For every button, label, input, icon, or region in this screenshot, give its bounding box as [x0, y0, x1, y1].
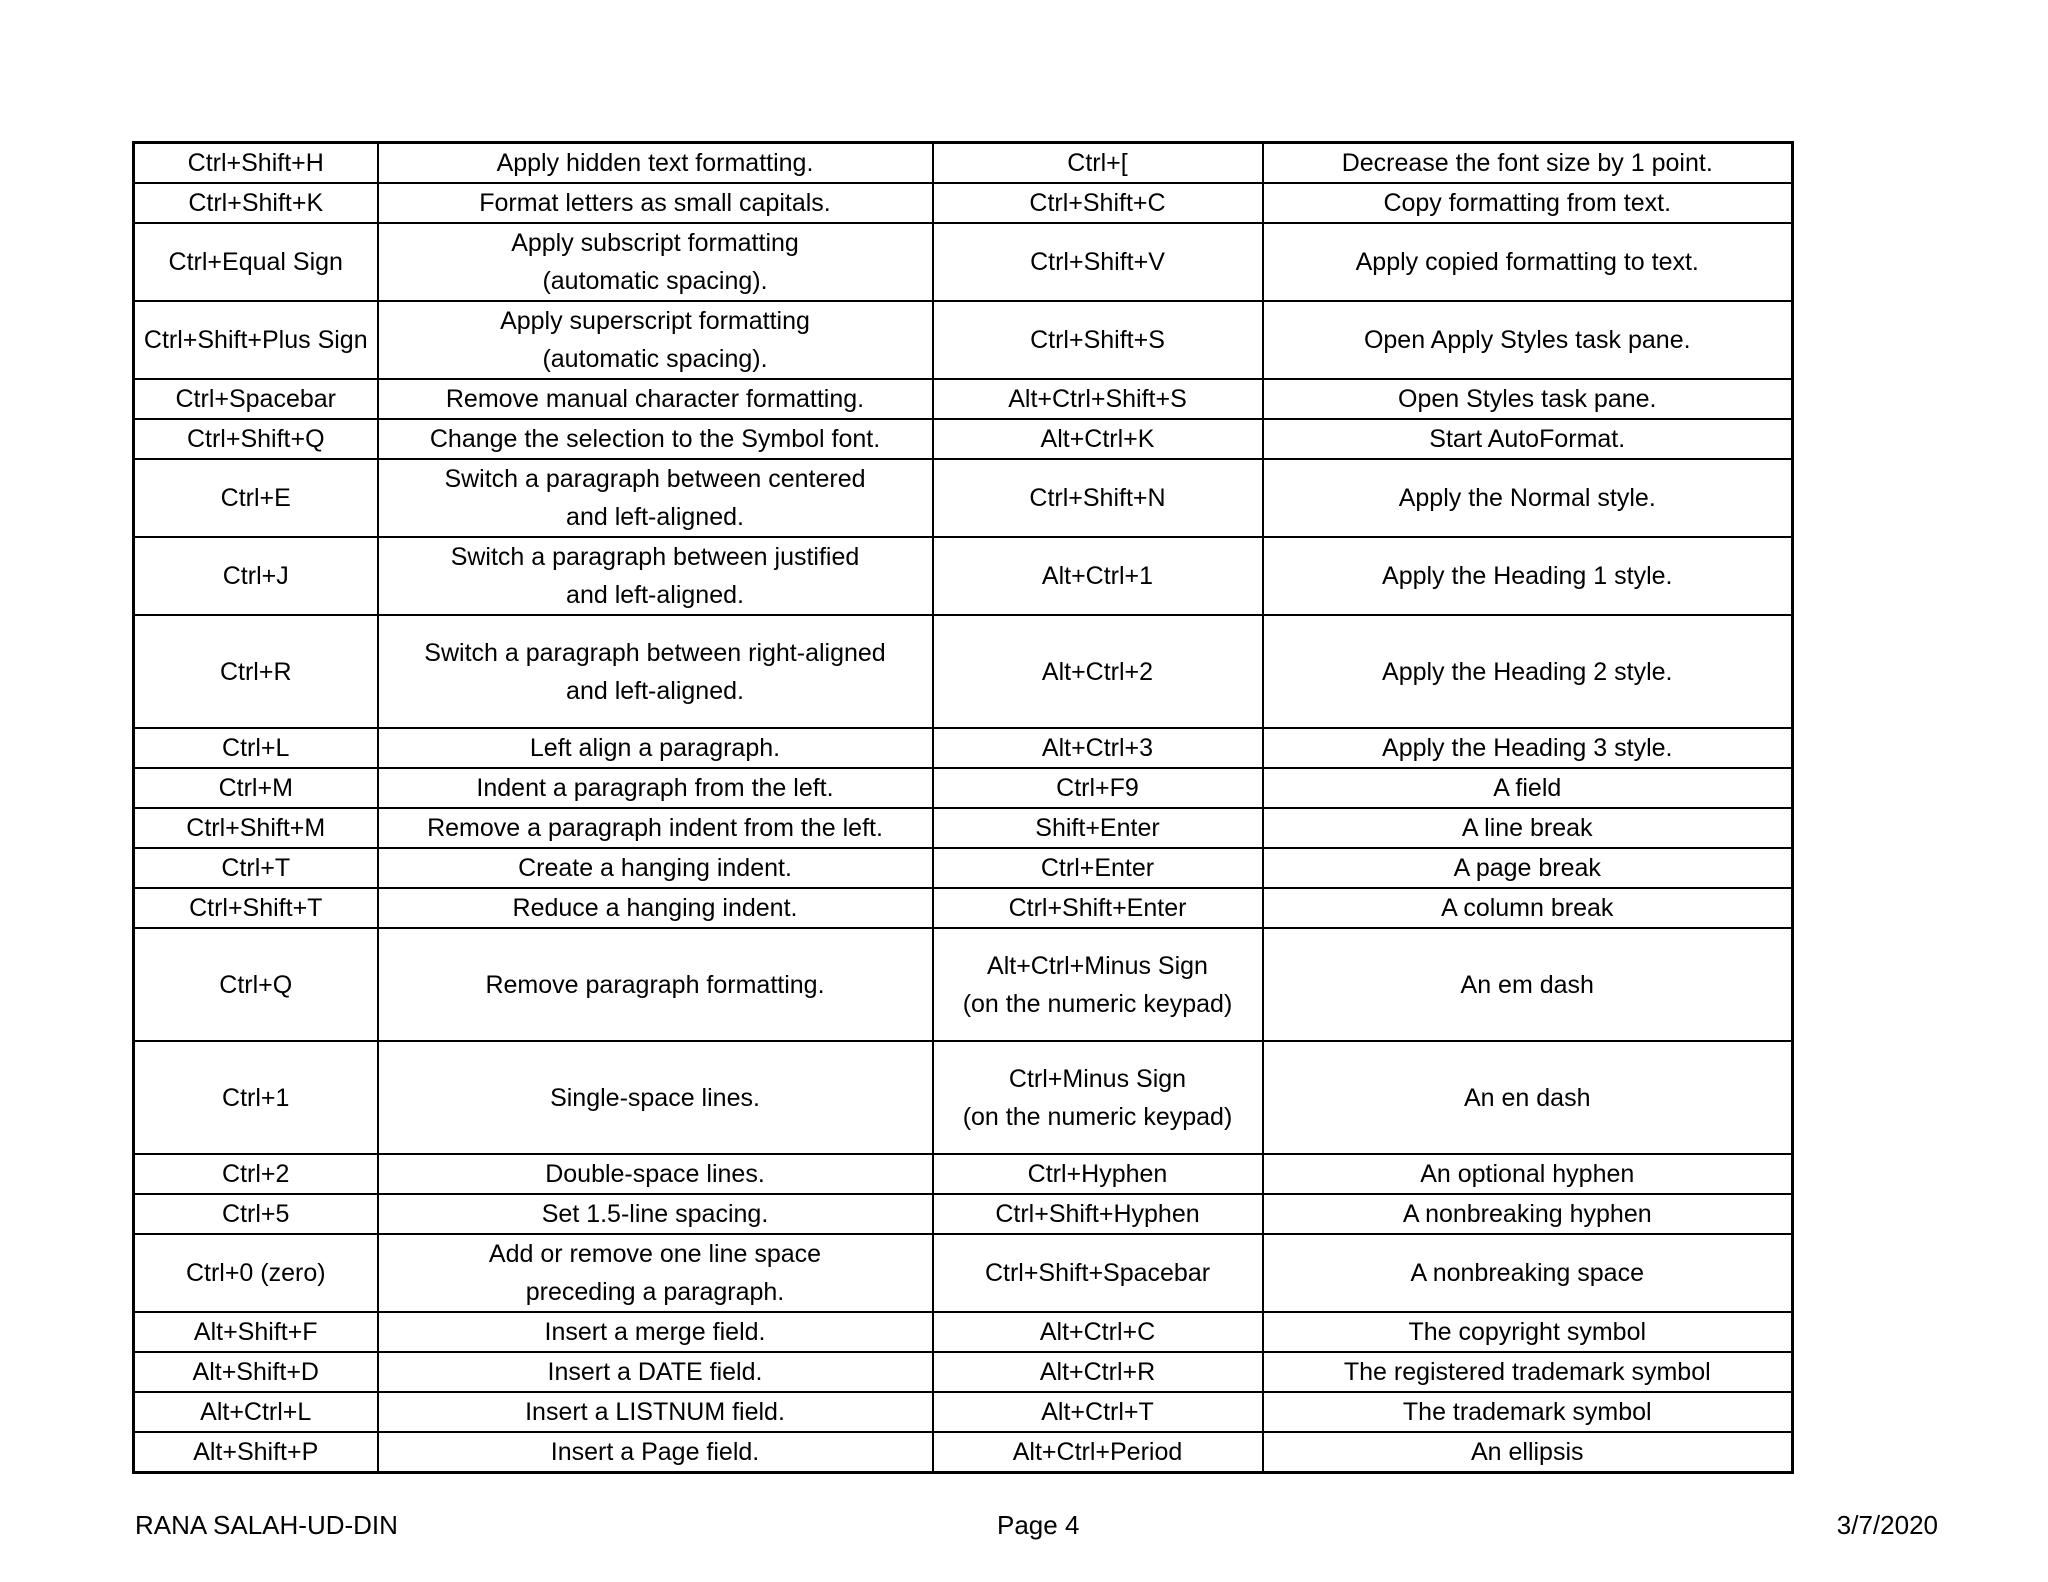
insert-result-cell: Open Apply Styles task pane. [1263, 301, 1793, 379]
table-row [134, 419, 1793, 459]
shortcut-action-cell: Insert a Page field. [378, 1432, 933, 1473]
shortcut-key-cell: Ctrl+0 (zero) [134, 1234, 378, 1312]
table-row [134, 808, 1793, 848]
shortcut-action-cell: Set 1.5-line spacing. [378, 1194, 933, 1234]
shortcut-table [132, 141, 1794, 1474]
insert-key-cell: Alt+Ctrl+3 [933, 728, 1263, 768]
shortcut-action-cell: Insert a merge field. [378, 1312, 933, 1352]
shortcut-action-cell: Insert a LISTNUM field. [378, 1392, 933, 1432]
insert-key-cell: Ctrl+Shift+C [933, 183, 1263, 223]
insert-result-cell: Open Styles task pane. [1263, 379, 1793, 419]
insert-result-cell: Start AutoFormat. [1263, 419, 1793, 459]
table-row [134, 848, 1793, 888]
insert-key-cell: Ctrl+Shift+Enter [933, 888, 1263, 928]
insert-key-cell: Alt+Ctrl+T [933, 1392, 1263, 1432]
shortcut-action-cell: Single-space lines. [378, 1041, 933, 1154]
table-row [134, 143, 1793, 184]
shortcut-table-body [134, 143, 1793, 1473]
insert-key-cell: Ctrl+Shift+Hyphen [933, 1194, 1263, 1234]
shortcut-key-cell: Ctrl+R [134, 615, 378, 728]
shortcut-key-cell: Ctrl+M [134, 768, 378, 808]
shortcut-key-cell: Ctrl+E [134, 459, 378, 537]
footer-author: RANA SALAH-UD-DIN [135, 1510, 398, 1540]
insert-result-cell: Apply the Normal style. [1263, 459, 1793, 537]
table-row [134, 615, 1793, 728]
insert-result-cell: A nonbreaking hyphen [1263, 1194, 1793, 1234]
shortcut-action-cell: Double-space lines. [378, 1154, 933, 1194]
insert-key-cell: Ctrl+Shift+N [933, 459, 1263, 537]
shortcut-key-cell: Ctrl+2 [134, 1154, 378, 1194]
shortcut-action-cell: Apply superscript formatting (automatic spacing). [378, 301, 933, 379]
insert-key-cell: Ctrl+Enter [933, 848, 1263, 888]
insert-key-cell: Ctrl+Hyphen [933, 1154, 1263, 1194]
shortcut-key-cell: Alt+Ctrl+L [134, 1392, 378, 1432]
insert-result-cell: A line break [1263, 808, 1793, 848]
shortcut-action-cell: Remove manual character formatting. [378, 379, 933, 419]
shortcut-action-cell: Create a hanging indent. [378, 848, 933, 888]
shortcut-key-cell: Ctrl+Spacebar [134, 379, 378, 419]
shortcut-action-cell: Indent a paragraph from the left. [378, 768, 933, 808]
shortcut-action-cell: Switch a paragraph between right-aligned and left-aligned. [378, 615, 933, 728]
shortcut-key-cell: Ctrl+Q [134, 928, 378, 1041]
table-row [134, 1312, 1793, 1352]
shortcut-action-cell: Remove paragraph formatting. [378, 928, 933, 1041]
insert-key-cell: Alt+Ctrl+1 [933, 537, 1263, 615]
shortcut-action-cell: Left align a paragraph. [378, 728, 933, 768]
footer-date: 3/7/2020 [1836, 1510, 1938, 1540]
shortcut-key-cell: Ctrl+Shift+Plus Sign [134, 301, 378, 379]
insert-result-cell: An en dash [1263, 1041, 1793, 1154]
insert-key-cell: Alt+Ctrl+Period [933, 1432, 1263, 1473]
insert-key-cell: Ctrl+Minus Sign (on the numeric keypad) [933, 1041, 1263, 1154]
shortcut-action-cell: Format letters as small capitals. [378, 183, 933, 223]
table-row [134, 223, 1793, 301]
insert-result-cell: A nonbreaking space [1263, 1234, 1793, 1312]
shortcut-key-cell: Alt+Shift+F [134, 1312, 378, 1352]
shortcut-key-cell: Alt+Shift+D [134, 1352, 378, 1392]
insert-result-cell: A column break [1263, 888, 1793, 928]
shortcut-key-cell: Ctrl+5 [134, 1194, 378, 1234]
shortcut-key-cell: Ctrl+Shift+M [134, 808, 378, 848]
table-row [134, 1041, 1793, 1154]
table-row [134, 379, 1793, 419]
shortcut-action-cell: Reduce a hanging indent. [378, 888, 933, 928]
insert-key-cell: Ctrl+Shift+V [933, 223, 1263, 301]
insert-result-cell: A page break [1263, 848, 1793, 888]
insert-key-cell: Alt+Ctrl+2 [933, 615, 1263, 728]
insert-result-cell: Copy formatting from text. [1263, 183, 1793, 223]
shortcut-key-cell: Ctrl+Shift+T [134, 888, 378, 928]
insert-key-cell: Alt+Ctrl+Minus Sign (on the numeric keypad) [933, 928, 1263, 1041]
insert-result-cell: An ellipsis [1263, 1432, 1793, 1473]
shortcut-key-cell: Alt+Shift+P [134, 1432, 378, 1473]
shortcut-action-cell: Insert a DATE field. [378, 1352, 933, 1392]
shortcut-action-cell: Remove a paragraph indent from the left. [378, 808, 933, 848]
shortcut-key-cell: Ctrl+L [134, 728, 378, 768]
table-row [134, 1432, 1793, 1473]
insert-result-cell: Apply the Heading 3 style. [1263, 728, 1793, 768]
insert-key-cell: Shift+Enter [933, 808, 1263, 848]
insert-key-cell: Alt+Ctrl+R [933, 1352, 1263, 1392]
insert-key-cell: Alt+Ctrl+K [933, 419, 1263, 459]
table-row [134, 1352, 1793, 1392]
table-row [134, 888, 1793, 928]
insert-key-cell: Ctrl+F9 [933, 768, 1263, 808]
table-row [134, 301, 1793, 379]
insert-result-cell: A field [1263, 768, 1793, 808]
table-row [134, 1234, 1793, 1312]
insert-key-cell: Alt+Ctrl+C [933, 1312, 1263, 1352]
table-row [134, 183, 1793, 223]
shortcut-action-cell: Add or remove one line space preceding a paragraph. [378, 1234, 933, 1312]
insert-result-cell: The trademark symbol [1263, 1392, 1793, 1432]
insert-result-cell: An optional hyphen [1263, 1154, 1793, 1194]
insert-key-cell: Ctrl+Shift+Spacebar [933, 1234, 1263, 1312]
shortcut-action-cell: Apply hidden text formatting. [378, 143, 933, 184]
table-row [134, 768, 1793, 808]
shortcut-key-cell: Ctrl+1 [134, 1041, 378, 1154]
shortcut-key-cell: Ctrl+Shift+K [134, 183, 378, 223]
insert-result-cell: Apply the Heading 2 style. [1263, 615, 1793, 728]
insert-key-cell: Ctrl+[ [933, 143, 1263, 184]
shortcut-key-cell: Ctrl+Equal Sign [134, 223, 378, 301]
table-row [134, 459, 1793, 537]
insert-result-cell: Decrease the font size by 1 point. [1263, 143, 1793, 184]
insert-result-cell: The copyright symbol [1263, 1312, 1793, 1352]
shortcut-action-cell: Apply subscript formatting (automatic spacing). [378, 223, 933, 301]
table-row [134, 728, 1793, 768]
footer-page-number: Page 4 [997, 1510, 1080, 1540]
shortcut-action-cell: Switch a paragraph between centered and left-aligned. [378, 459, 933, 537]
shortcut-key-cell: Ctrl+J [134, 537, 378, 615]
shortcut-action-cell: Switch a paragraph between justified and left-aligned. [378, 537, 933, 615]
shortcut-key-cell: Ctrl+Shift+Q [134, 419, 378, 459]
insert-result-cell: Apply copied formatting to text. [1263, 223, 1793, 301]
table-row [134, 1194, 1793, 1234]
insert-result-cell: Apply the Heading 1 style. [1263, 537, 1793, 615]
insert-key-cell: Ctrl+Shift+S [933, 301, 1263, 379]
shortcut-key-cell: Ctrl+Shift+H [134, 143, 378, 184]
insert-result-cell: An em dash [1263, 928, 1793, 1041]
shortcut-key-cell: Ctrl+T [134, 848, 378, 888]
table-row [134, 537, 1793, 615]
table-row [134, 1392, 1793, 1432]
shortcut-action-cell: Change the selection to the Symbol font. [378, 419, 933, 459]
table-row [134, 928, 1793, 1041]
table-row [134, 1154, 1793, 1194]
insert-result-cell: The registered trademark symbol [1263, 1352, 1793, 1392]
insert-key-cell: Alt+Ctrl+Shift+S [933, 379, 1263, 419]
